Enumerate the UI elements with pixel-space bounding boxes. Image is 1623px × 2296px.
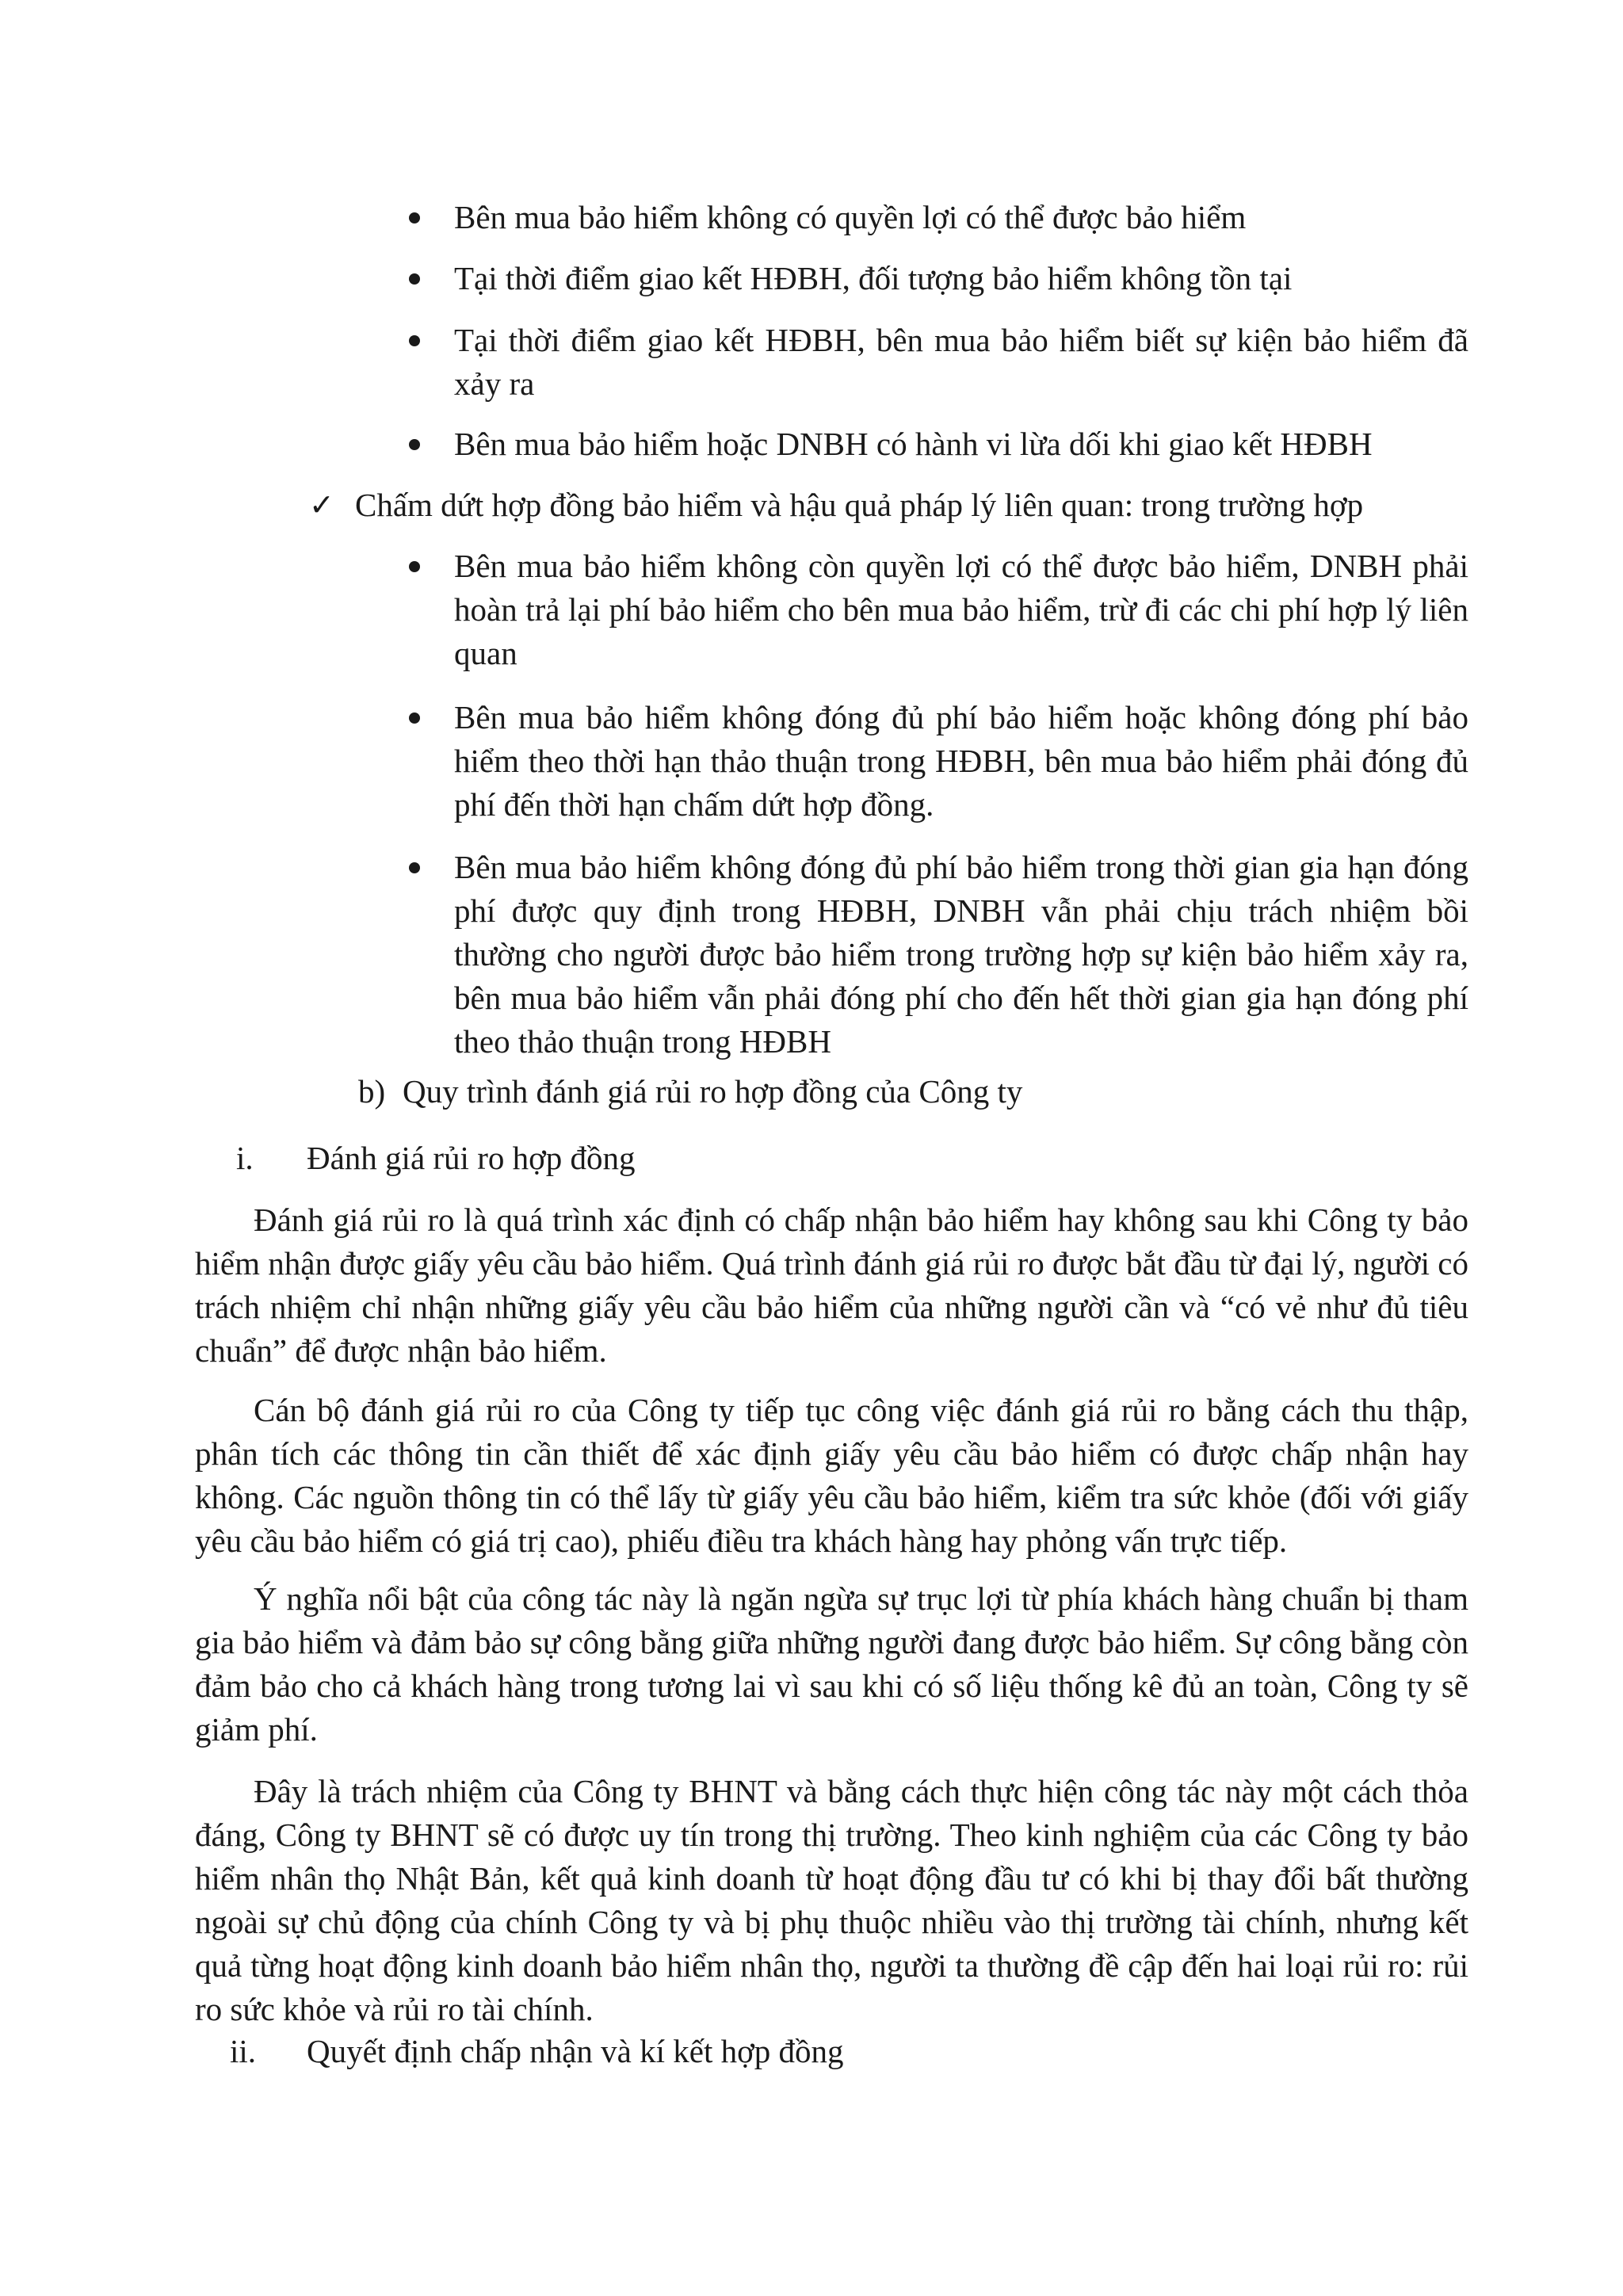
bullet-icon <box>409 561 420 572</box>
section-marker: ii. <box>230 2033 257 2069</box>
section-marker: i. <box>236 1140 254 1176</box>
bullet-icon <box>409 212 420 223</box>
body-paragraph: Ý nghĩa nổi bật của công tác này là ngăn ngừa sự trục lợi từ phía khách hàng chuẩn bị tham gia bảo hiểm và đảm bảo sự công bằng giữa những người đang được bảo hiểm. Sự công bằng còn đảm bảo cho cả khách hàng trong tương lai vì sau khi có số liệu thống kê đủ an toàn, Công ty sẽ giảm phí. <box>195 1580 1468 1748</box>
body-paragraph: Đánh giá rủi ro là quá trình xác định có chấp nhận bảo hiểm hay không sau khi Công ty bảo hiểm nhận được giấy yêu cầu bảo hiểm. Quá trình đánh giá rủi ro được bắt đầu từ đại lý, người có trách nhiệm chỉ nhận những giấy yêu cầu bảo hiểm của những người cần và “có vẻ như đủ tiêu chuẩn” để được nhận bảo hiểm. <box>195 1201 1468 1369</box>
bullet-icon <box>409 712 420 724</box>
list-item: Tại thời điểm giao kết HĐBH, bên mua bảo hiểm biết sự kiện bảo hiểm đã xảy ra <box>454 322 1468 402</box>
list-item: Bên mua bảo hiểm hoặc DNBH có hành vi lừa dối khi giao kết HĐBH <box>454 426 1373 462</box>
check-item-text: Chấm dứt hợp đồng bảo hiểm và hậu quả pháp lý liên quan: trong trường hợp <box>355 487 1364 523</box>
body-paragraph: Cán bộ đánh giá rủi ro của Công ty tiếp tục công việc đánh giá rủi ro bằng cách thu thập, phân tích các thông tin cần thiết để xác định giấy yêu cầu bảo hiểm có được chấp nhận hay không. Các nguồn thông tin có thể lấy từ giấy yêu cầu bảo hiểm, kiểm tra sức khỏe (đối với giấy yêu cầu bảo hiểm có giá trị cao), phiếu điều tra khách hàng hay phỏng vấn trực tiếp. <box>195 1392 1468 1559</box>
bullet-icon <box>409 439 420 450</box>
list-item: Bên mua bảo hiểm không đóng đủ phí bảo hiểm hoặc không đóng phí bảo hiểm theo thời hạn thảo thuận trong HĐBH, bên mua bảo hiểm phải đóng đủ phí đến thời hạn chấm dứt hợp đồng. <box>454 699 1468 823</box>
list-item: Tại thời điểm giao kết HĐBH, đối tượng bảo hiểm không tồn tại <box>454 260 1293 296</box>
section-marker: b) <box>358 1073 386 1110</box>
bullet-icon <box>409 335 420 346</box>
checkmark-icon: ✓ <box>309 487 334 522</box>
section-heading: Quyết định chấp nhận và kí kết hợp đồng <box>307 2033 844 2069</box>
list-item: Bên mua bảo hiểm không còn quyền lợi có thể được bảo hiểm, DNBH phải hoàn trả lại phí bảo hiểm cho bên mua bảo hiểm, trừ đi các chi phí hợp lý liên quan <box>454 548 1468 671</box>
bullet-icon <box>409 862 420 873</box>
body-paragraph: Đây là trách nhiệm của Công ty BHNT và bằng cách thực hiện công tác này một cách thỏa đáng, Công ty BHNT sẽ có được uy tín trong thị trường. Theo kinh nghiệm của các Công ty bảo hiểm nhân thọ Nhật Bản, kết quả kinh doanh từ hoạt động đầu tư có khi bị thay đổi bất thường ngoài sự chủ động của chính Công ty và bị phụ thuộc nhiều vào thị trường tài chính, nhưng kết quả từng hoạt động kinh doanh bảo hiểm nhân thọ, người ta thường đề cập đến hai loại rủi ro: rủi ro sức khỏe và rủi ro tài chính. <box>195 1773 1468 2027</box>
list-item: Bên mua bảo hiểm không đóng đủ phí bảo hiểm trong thời gian gia hạn đóng phí được quy định trong HĐBH, DNBH vẫn phải chịu trách nhiệm bồi thường cho người được bảo hiểm trong trường hợp sự kiện bảo hiểm xảy ra, bên mua bảo hiểm vẫn phải đóng phí cho đến hết thời gian gia hạn đóng phí theo thảo thuận trong HĐBH <box>454 849 1468 1060</box>
section-heading: Quy trình đánh giá rủi ro hợp đồng của Công ty <box>403 1073 1023 1110</box>
list-item: Bên mua bảo hiểm không có quyền lợi có thể được bảo hiểm <box>454 199 1247 235</box>
section-heading: Đánh giá rủi ro hợp đồng <box>307 1140 636 1176</box>
bullet-icon <box>409 273 420 285</box>
